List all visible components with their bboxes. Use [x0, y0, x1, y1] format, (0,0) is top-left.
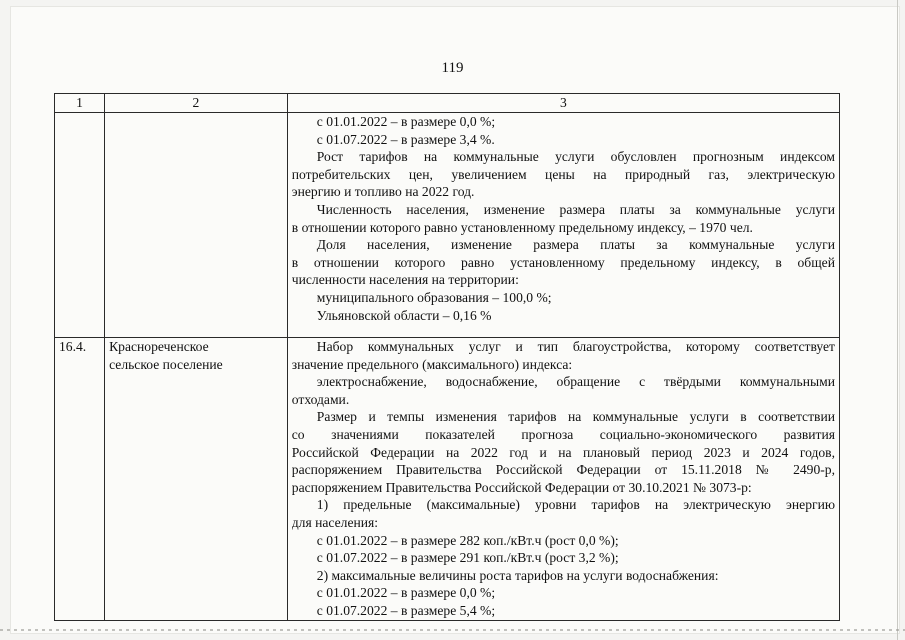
text-line: с 01.07.2022 – в размере 291 коп./кВт.ч (рост 3,2 %);: [316, 550, 619, 566]
text-line: Рост тарифов на коммунальные услуги обусловлен прогнозным индексом: [316, 149, 835, 165]
row-number: 16.4.: [59, 339, 87, 354]
text-line: с 01.01.2022 – в размере 0,0 %;: [316, 585, 496, 601]
text-line: Размер и темпы изменения тарифов на коммунальные услуги в соответствии: [316, 409, 835, 425]
tariff-table: [54, 93, 840, 621]
settlement-name-cell: [105, 113, 288, 338]
text-line: для населения:: [291, 514, 379, 530]
table-header-row: [55, 94, 840, 113]
text-line: отходами.: [291, 391, 350, 407]
text-line: 2) максимальные величины роста тарифов на услуги водоснабжения:: [316, 567, 719, 583]
text-line: муниципального образования – 100,0 %;: [316, 289, 552, 305]
settlement-name-line: сельское поселение: [109, 356, 223, 372]
text-line: потребительских цен, увеличением цены на природный газ, электрическую: [291, 166, 835, 182]
text-line: со значениями показателей прогноза социально-экономического развития: [291, 426, 835, 442]
text-line: с 01.07.2022 – в размере 3,4 %.: [316, 131, 495, 147]
scan-artifact-line: [0, 629, 905, 631]
text-line: электроснабжение, водоснабжение, обращение с твёрдыми коммунальными: [316, 374, 835, 390]
row-number-cell: [55, 113, 105, 338]
table-row: [55, 338, 840, 621]
text-line: с 01.07.2022 – в размере 5,4 %;: [316, 602, 496, 618]
text-line: Доля населения, изменение размера платы за коммунальные услуги: [316, 237, 835, 253]
column-header-3: 3: [287, 94, 839, 113]
settlement-name-cell: [105, 338, 288, 621]
page-edge: [897, 0, 898, 640]
text-line: Ульяновской области – 0,16 %: [316, 307, 492, 323]
text-line: Численность населения, изменение размера платы за коммунальные услуги: [316, 201, 835, 217]
row-number-cell: [55, 338, 105, 621]
description-cell: [287, 338, 839, 621]
table-row: [55, 113, 840, 338]
text-line: в отношении которого равно установленному предельному индексу, – 1970 чел.: [291, 219, 753, 235]
text-line: распоряжением Правительства Российской Федерации от 15.11.2018 № 2490-р,: [291, 462, 835, 478]
text-line: распоряжением Правительства Российской Федерации от 30.10.2021 № 3073-р:: [291, 479, 752, 495]
column-header-2: 2: [105, 94, 288, 113]
text-line: Российской Федерации на 2022 год и на плановый период 2023 и 2024 годов,: [291, 444, 835, 460]
settlement-name-line: Краснореченское: [109, 339, 209, 354]
text-line: с 01.01.2022 – в размере 282 коп./кВт.ч (рост 0,0 %);: [316, 532, 619, 548]
text-line: энергию и топливо на 2022 год.: [291, 184, 475, 200]
text-line: в отношении которого равно установленному предельному индексу, в общей: [291, 254, 835, 270]
text-line: с 01.01.2022 – в размере 0,0 %;: [316, 114, 496, 129]
text-line: 1) предельные (максимальные) уровни тарифов на электрическую энергию: [316, 497, 835, 513]
column-header-1: 1: [55, 94, 105, 113]
text-line: численности населения на территории:: [291, 272, 519, 288]
page-number: 119: [441, 60, 464, 76]
text-line: значение предельного (максимального) индекса:: [291, 356, 573, 372]
text-line: Набор коммунальных услуг и тип благоустройства, которому соответствует: [316, 339, 835, 354]
description-cell: [287, 113, 839, 338]
